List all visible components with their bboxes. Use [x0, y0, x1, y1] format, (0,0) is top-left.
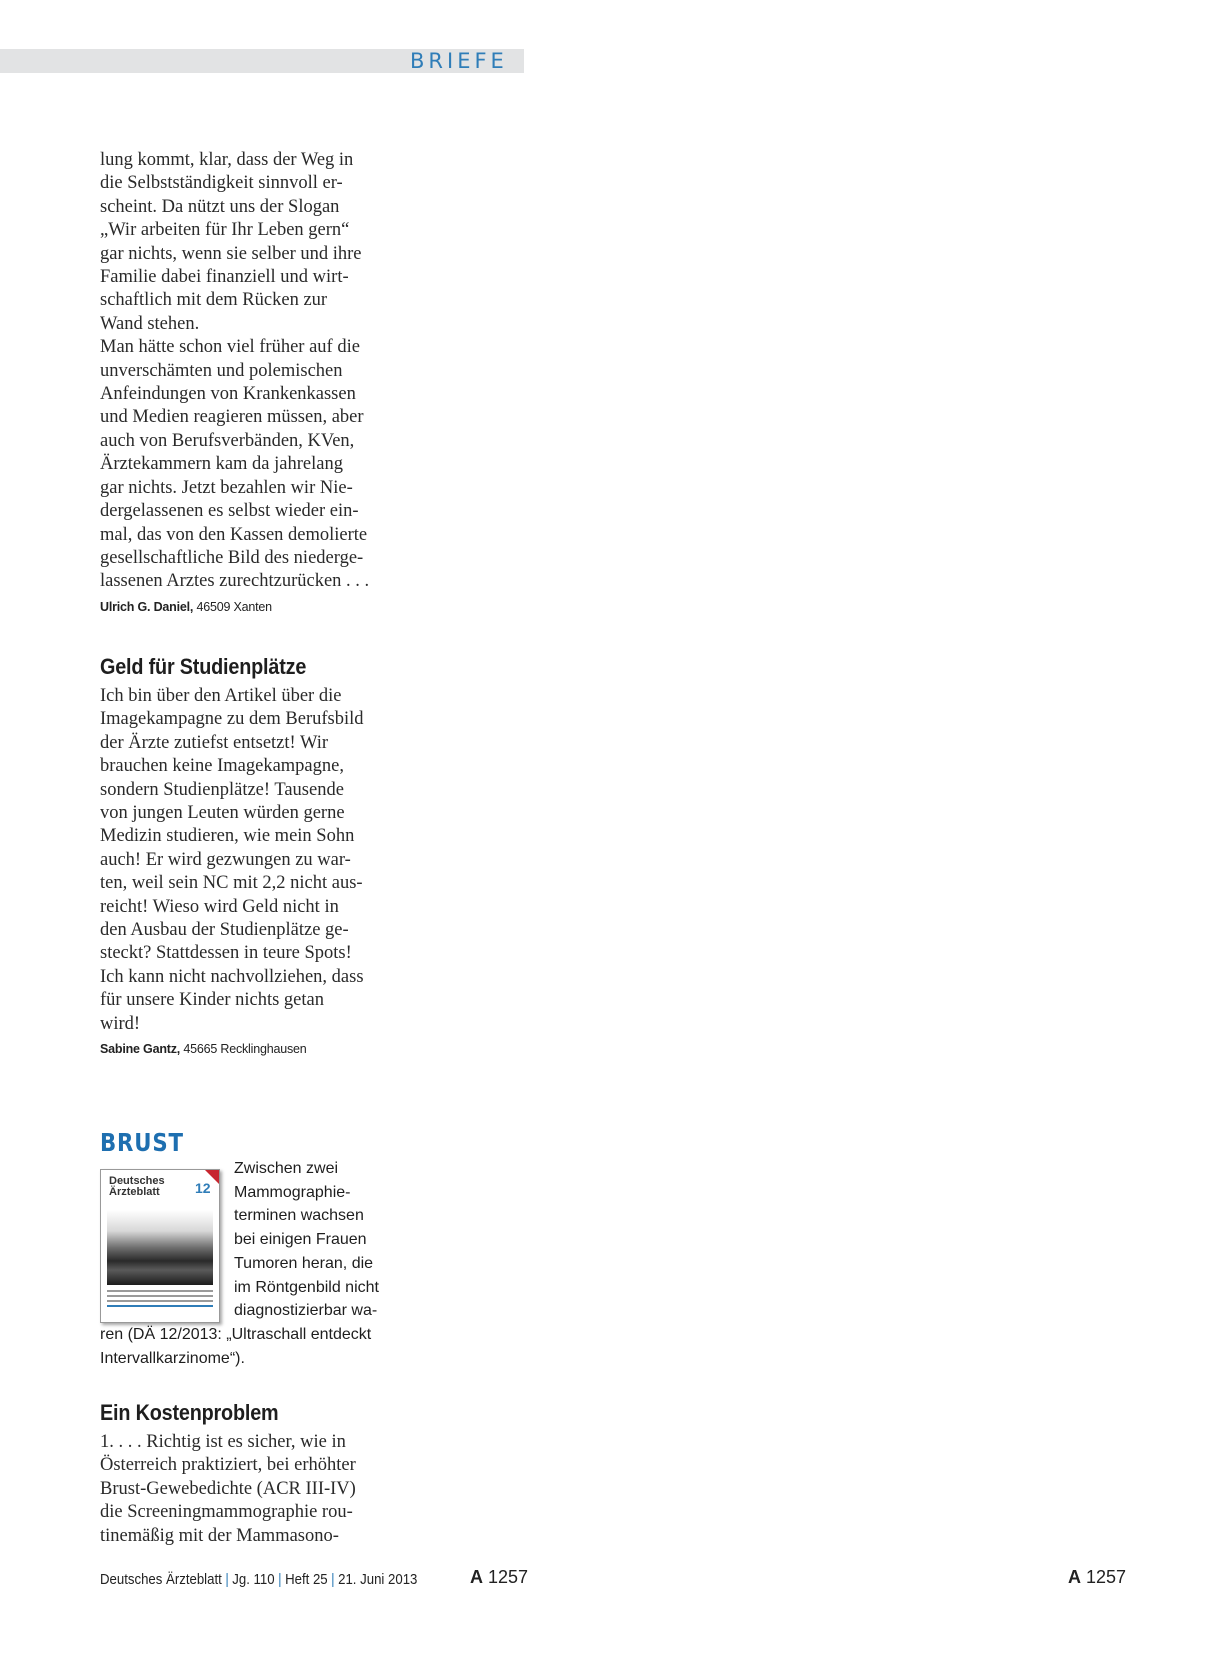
footer-citation: Deutsches Ärzteblatt | Jg. 110 | Heft 25 | 21. Juni 2013	[100, 1571, 418, 1588]
letter-sabine-gantz	[100, 654, 390, 1056]
author-location: 45665 Recklinghausen	[183, 1042, 307, 1057]
page-prefix: A	[470, 1567, 483, 1587]
letter-ulrich-daniel	[100, 149, 390, 614]
page-number-right	[1068, 1567, 1126, 1588]
magazine-cover-thumbnail	[100, 1169, 220, 1323]
journal-issue: Heft 25	[285, 1571, 328, 1588]
letter-body: lung kommt, klar, dass der Weg in die Selbstständigkeit sinnvoll er- scheint. Da nützt uns der Slogan „Wir arbeiten für Ihr Leben gern“ gar nichts, wenn sie selber und ihre Familie dabei finanziell und wirt- schaftlich mit dem Rücken zur Wand stehen. Man hätte schon viel früher auf die unverschämten und polemischen Anfeindungen von Krankenkassen und Medien reagieren müssen, aber auch von Berufsverbänden, KVen, Ärztekammern kam da jahrelang gar nichts. Jetzt bezahlen wir Nie- dergelassenen es selbst wieder ein- mal, das von den Kassen demolierte gesellschaftliche Bild des niederge- lassenen Arztes zurechtzurücken . . .	[100, 150, 370, 592]
brust-intro-continued: ren (DÄ 12/2013: „Ultraschall entdeckt Intervallkarzinome“).	[100, 1326, 372, 1367]
brust-intro-wrapped: Zwischen zwei Mammographie- terminen wachsen bei einigen Frauen Tumoren heran, die im Röntgenbild nicht diagnostizierbar wa-	[234, 1160, 379, 1320]
section-title-brust: BRUST	[100, 1128, 184, 1157]
letter-body: 1. . . . Richtig ist es sicher, wie in Österreich praktiziert, bei erhöhter Brust-Gewebedichte (ACR III-IV) die Screeningmammographie rou- tinemäßig mit der Mammasono-	[100, 1432, 356, 1546]
letter-heading: Ein Kostenproblem	[100, 1400, 279, 1425]
journal-date: 21. Juni 2013	[338, 1571, 418, 1588]
cover-text-lines	[107, 1290, 213, 1312]
journal-name: Deutsches Ärzteblatt	[100, 1571, 222, 1588]
letter-byline	[100, 600, 390, 614]
letter-byline	[100, 1042, 390, 1056]
author-location: 46509 Xanten	[196, 599, 272, 614]
cover-issue-number: 12	[195, 1180, 211, 1196]
section-header: BRIEFE	[410, 49, 508, 73]
cover-corner-mark	[205, 1170, 219, 1184]
cover-image	[107, 1210, 213, 1285]
page-number-center	[470, 1567, 528, 1588]
page-number-value: 1257	[1086, 1567, 1127, 1587]
letter-heading: Geld für Studienplätze	[100, 654, 307, 679]
author-name: Sabine Gantz,	[100, 1042, 181, 1057]
author-name: Ulrich G. Daniel,	[100, 599, 194, 614]
page-prefix: A	[1068, 1567, 1081, 1587]
letter-body: Ich bin über den Artikel über die Imagekampagne zu dem Berufsbild der Ärzte zutiefst entsetzt! Wir brauchen keine Imagekampagne, sondern Studienplätze! Tausende von jungen Leuten würden gerne Medizin studieren, wie mein Sohn auch! Er wird gezwungen zu war- ten, weil sein NC mit 2,2 nicht aus- reicht! Wieso wird Geld nicht in den Ausbau der Studienplätze ge- steckt? Stattdessen in teure Spots! Ich kann nicht nachvollziehen, dass für unsere Kinder nichts getan wird!	[100, 686, 364, 1034]
cover-title: Deutsches Ärzteblatt	[109, 1175, 165, 1198]
page-number-value: 1257	[488, 1567, 529, 1587]
journal-volume: Jg. 110	[232, 1571, 275, 1588]
letter-kostenproblem	[100, 1400, 390, 1548]
